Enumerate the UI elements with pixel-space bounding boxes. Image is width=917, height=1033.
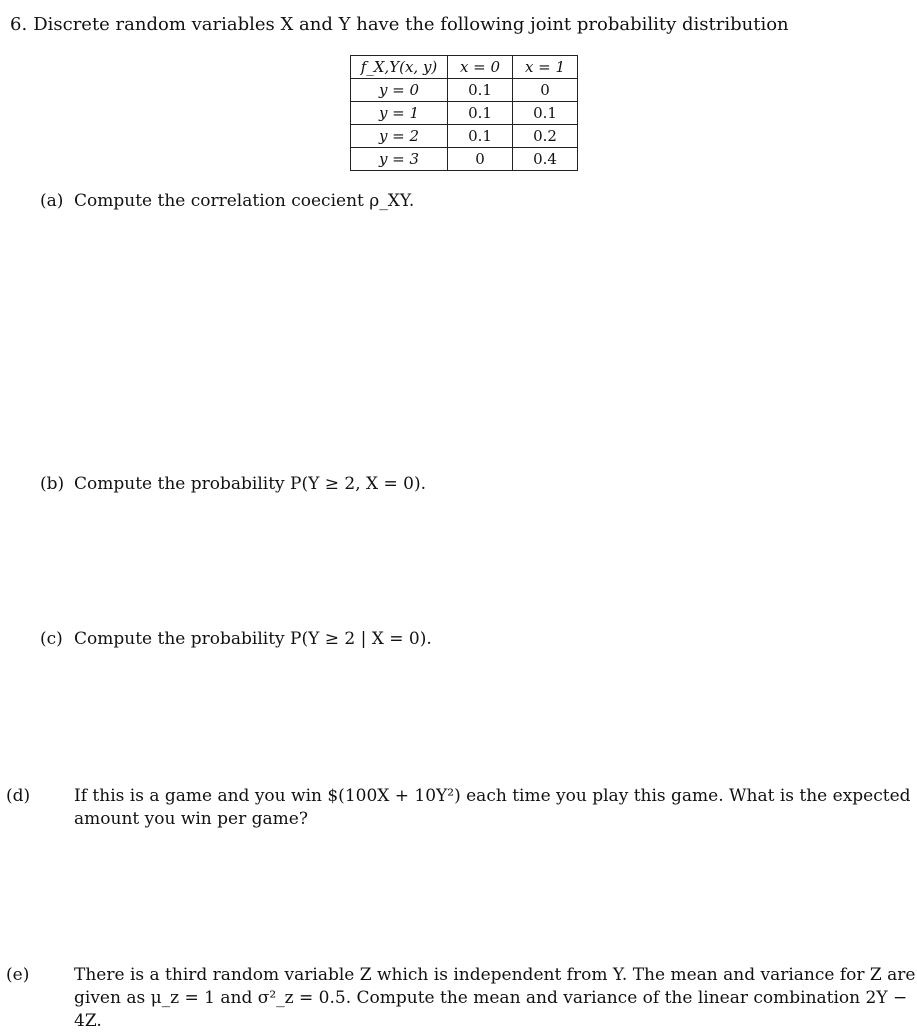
- table-corner: f_X,Y(x, y): [351, 56, 448, 79]
- table-cell: 0.2: [513, 125, 578, 148]
- part-b: [40, 473, 426, 496]
- row-label: y = 2: [351, 125, 448, 148]
- row-label: y = 0: [351, 79, 448, 102]
- part-a-label: (a): [40, 191, 64, 211]
- part-a: [40, 190, 414, 213]
- table-cell: 0.4: [513, 148, 578, 171]
- joint-distribution-table: [350, 55, 578, 171]
- table-cell: 0: [513, 79, 578, 102]
- table-row: [351, 102, 578, 125]
- col-header: x = 1: [513, 56, 578, 79]
- part-e-text: There is a third random variable Z which is independent from Y. The mean and variance for Z are given as μ_z = 1 and σ²_z = 0.5. Compute the mean and variance of the linear combination 2Y − 4Z.: [74, 965, 916, 1031]
- table-cell: 0.1: [513, 102, 578, 125]
- part-c-text: Compute the probability P(Y ≥ 2 | X = 0).: [74, 629, 432, 649]
- problem-number: 6.: [10, 14, 28, 35]
- part-b-label: (b): [40, 474, 65, 494]
- problem-statement: [10, 14, 789, 35]
- table-cell: 0.1: [448, 79, 513, 102]
- part-d-text: If this is a game and you win $(100X + 10Y²) each time you play this game. What is the expected amount you win per game?: [74, 786, 911, 829]
- table-cell: 0.1: [448, 102, 513, 125]
- table-row: [351, 148, 578, 171]
- part-c-label: (c): [40, 629, 63, 649]
- table-cell: 0.1: [448, 125, 513, 148]
- part-e: [6, 964, 917, 1033]
- row-label: y = 1: [351, 102, 448, 125]
- col-header: x = 0: [448, 56, 513, 79]
- part-d: [6, 785, 917, 831]
- row-label: y = 3: [351, 148, 448, 171]
- table-cell: 0: [448, 148, 513, 171]
- table-row: [351, 125, 578, 148]
- part-c: [40, 628, 432, 651]
- part-e-label: (e): [6, 965, 30, 985]
- part-d-label: (d): [6, 786, 31, 806]
- table-row: [351, 79, 578, 102]
- problem-text: Discrete random variables X and Y have the following joint probability distribution: [33, 14, 789, 35]
- part-a-text: Compute the correlation coecient ρ_XY.: [74, 191, 415, 211]
- table-header-row: [351, 56, 578, 79]
- part-b-text: Compute the probability P(Y ≥ 2, X = 0).: [74, 474, 427, 494]
